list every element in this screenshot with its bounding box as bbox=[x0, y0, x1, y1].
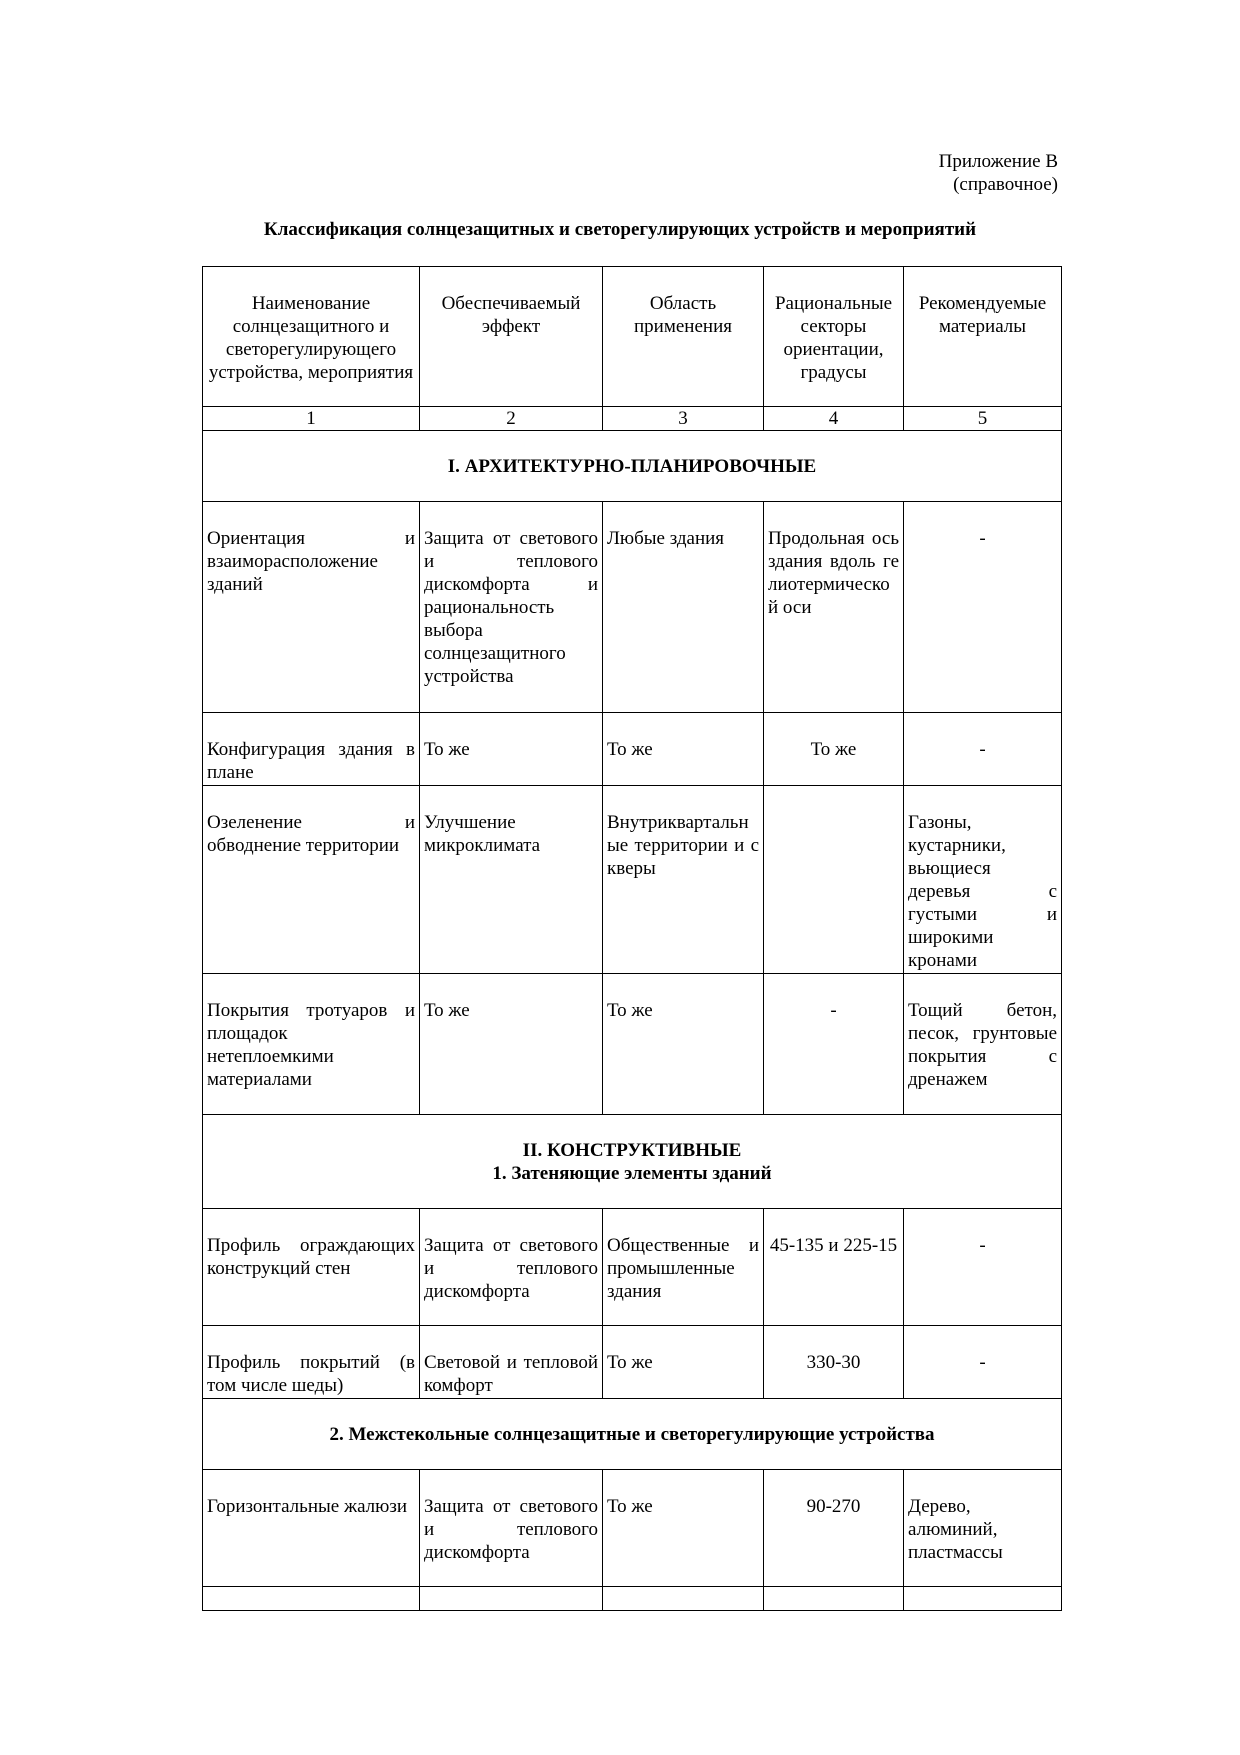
table-header-row bbox=[203, 267, 1062, 407]
appendix-line-2: (справочное) bbox=[953, 174, 1058, 195]
table-cell: Дерево, алюминий, пластмассы bbox=[904, 1470, 1062, 1587]
table-row bbox=[203, 1209, 1062, 1326]
table-cell: Горизонтальные жалюзи bbox=[203, 1470, 420, 1587]
section-heading-row bbox=[203, 1399, 1062, 1470]
empty-cell bbox=[764, 1587, 904, 1611]
column-number: 3 bbox=[603, 407, 764, 431]
table-cell: Внутриквартальные территории и скверы bbox=[603, 786, 764, 974]
table-cell: Любые здания bbox=[603, 502, 764, 713]
classification-table bbox=[202, 266, 1062, 1611]
table-cell: То же bbox=[603, 713, 764, 786]
column-number-row bbox=[203, 407, 1062, 431]
table-cell: 330-30 bbox=[764, 1326, 904, 1399]
table-cell: То же bbox=[603, 1470, 764, 1587]
table-cell: - bbox=[904, 502, 1062, 713]
appendix-label bbox=[939, 150, 1058, 196]
section-heading-row bbox=[203, 431, 1062, 502]
table-row bbox=[203, 786, 1062, 974]
table-cell bbox=[764, 786, 904, 974]
table-cell: Конфигурация здания в плане bbox=[203, 713, 420, 786]
section-heading-row bbox=[203, 1115, 1062, 1209]
section-title: II. КОНСТРУКТИВНЫЕ bbox=[522, 1139, 742, 1161]
column-header-4: Рациональные секторы ориентации, градусы bbox=[764, 267, 904, 407]
table-cell: То же bbox=[764, 713, 904, 786]
table-cell: - bbox=[904, 1209, 1062, 1326]
table-cell: Ориентация и взаиморасположение зданий bbox=[203, 502, 420, 713]
empty-cell bbox=[904, 1587, 1062, 1611]
table-row bbox=[203, 713, 1062, 786]
table-cell: То же bbox=[420, 713, 603, 786]
column-number: 2 bbox=[420, 407, 603, 431]
section-heading-between-glass: 2. Межстекольные солнцезащитные и светорегулирующие устройства bbox=[203, 1399, 1062, 1470]
table-cell: То же bbox=[420, 974, 603, 1115]
empty-table-row bbox=[203, 1587, 1062, 1611]
table-row bbox=[203, 1470, 1062, 1587]
table-cell: Озеленение и обводнение территории bbox=[203, 786, 420, 974]
column-header-2: Обеспечиваемый эффект bbox=[420, 267, 603, 407]
table-cell: Тощий бетон, песок, грунтовые покрытия с дренажем bbox=[904, 974, 1062, 1115]
column-number: 5 bbox=[904, 407, 1062, 431]
empty-cell bbox=[203, 1587, 420, 1611]
table-row bbox=[203, 974, 1062, 1115]
table-cell: 45-135 и 225-15 bbox=[764, 1209, 904, 1326]
table-cell: То же bbox=[603, 1326, 764, 1399]
section-heading-architectural: I. АРХИТЕКТУРНО-ПЛАНИРОВОЧНЫЕ bbox=[203, 431, 1062, 502]
document-title: Классификация солнцезащитных и светорегулирующих устройств и мероприятий bbox=[263, 219, 977, 240]
empty-cell bbox=[603, 1587, 764, 1611]
table-cell: Профиль ограждающих конструкций стен bbox=[203, 1209, 420, 1326]
table-cell: 90-270 bbox=[764, 1470, 904, 1587]
column-number: 4 bbox=[764, 407, 904, 431]
column-header-1: Наименование солнцезащитного и светорегулирующего устройства, мероприятия bbox=[203, 267, 420, 407]
column-number: 1 bbox=[203, 407, 420, 431]
section-subtitle: 1. Затеняющие элементы зданий bbox=[492, 1162, 772, 1184]
column-header-5: Рекомендуемые материалы bbox=[904, 267, 1062, 407]
table-cell: Световой и тепловой комфорт bbox=[420, 1326, 603, 1399]
table-cell: - bbox=[904, 713, 1062, 786]
table-cell: Защита от светового и теплового дискомфорта bbox=[420, 1470, 603, 1587]
table-cell: - bbox=[764, 974, 904, 1115]
table-cell: - bbox=[904, 1326, 1062, 1399]
empty-cell bbox=[420, 1587, 603, 1611]
appendix-line-1: Приложение В bbox=[938, 151, 1058, 172]
table-cell: Общественные и промышленные здания bbox=[603, 1209, 764, 1326]
table-row bbox=[203, 502, 1062, 713]
table-cell: Газоны, кустарники, вьющиеся деревья с густыми и широкими кронами bbox=[904, 786, 1062, 974]
column-header-3: Область применения bbox=[603, 267, 764, 407]
table-cell: Улучшение микроклимата bbox=[420, 786, 603, 974]
table-cell: Покрытия тротуаров и площадок нетеплоемкими материалами bbox=[203, 974, 420, 1115]
table-cell: Защита от светового и теплового дискомфорта и рациональность выбора солнцезащитного устройства bbox=[420, 502, 603, 713]
table-cell: Продольная ось здания вдоль гелиотермической оси bbox=[764, 502, 904, 713]
table-row bbox=[203, 1326, 1062, 1399]
table-cell: Защита от светового и теплового дискомфорта bbox=[420, 1209, 603, 1326]
section-heading-constructive bbox=[203, 1115, 1062, 1209]
table-cell: То же bbox=[603, 974, 764, 1115]
table-cell: Профиль покрытий (в том числе шеды) bbox=[203, 1326, 420, 1399]
